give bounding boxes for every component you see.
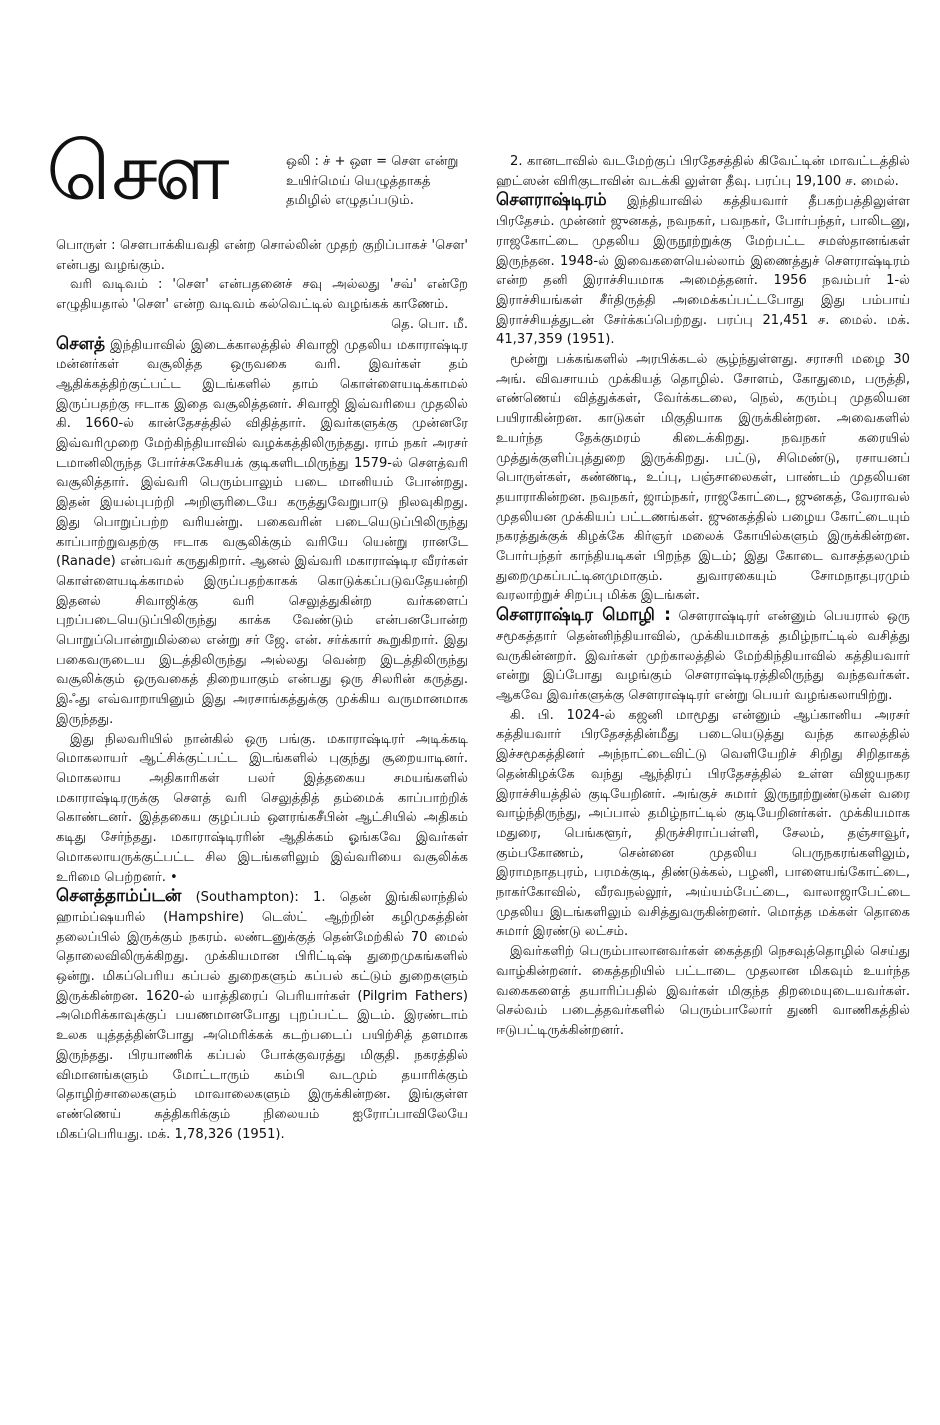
left-column	[56, 236, 468, 1144]
saurashtra-entry: செளராஷ்டிரம் இந்தியாவில் கத்தியவார் தீபகற்பத்திலுள்ள பிரதேசம். முன்னர் ஜுனகத், நவநகர், பவநகர், போர்பந்தர், பாலிடனு, ராஜகோட்டை முதலிய இருநூற்றுக்கு மேற்பட்ட சமஸ்தானங்கள் இருந்தன. 1948-ல் இவைகளையெல்லாம் இணைத்துச் செளராஷ்டிரம் என்ற தனி இராச்சியமாக அமைத்தனர். 1956 நவம்பர் 1-ல் இராச்சியங்கள் சீர்திருத்தி அமைக்கப்பட்டபோது இது பம்பாய் இராச்சியத்துடன் சேர்க்கப்பெற்றது. பரப்பு 21,451 ச. மைல். மக். 41,37,359 (1951).	[496, 190, 910, 348]
entry-heading-chauth: செளத்	[56, 333, 106, 354]
saurashtra-language-paragraph-3: இவர்களிற் பெரும்பாலானவர்கள் கைத்தறி நெசவுத்தொழில் செய்து வாழ்கின்றனர். கைத்தறியில் பட்டாடை முதலான மிகவும் உயர்ந்த வகைகளைத் தயாரிப்பதில் இவர்கள் மிகுந்த திறமையுடையவர்கள். செல்வம் படைத்தவர்களில் பெரும்பாலோர் துணி வாணிகத்தில் ஈடுபட்டிருக்கின்றனர்.	[496, 944, 910, 1038]
entry-heading-saurashtra: செளராஷ்டிரம்	[496, 190, 607, 211]
chauth-paragraph-2: இது நிலவரியில் நான்கில் ஒரு பங்கு. மகாராஷ்டிரர் அடிக்கடி மொகலாயர் ஆட்சிக்குட்பட்ட இடங்களில் புகுந்து சூறையாடினர். மொகலாய அதிகாரிகள் பலர் இத்தகைய சமயங்களில் மகாராஷ்டிரருக்கு செளத் வரி செலுத்தித் தம்மைக் காப்பாற்றிக் கொண்டனர். இத்தகைய குழப்பம் ஔரங்கசீபின் ஆட்சியில் அதிகம் கடிது சேர்ந்தது. மகாராஷ்டிரரின் ஆதிக்கம் ஓங்கவே இவர்கள் மொகலாயருக்குட்பட்ட சில இடங்களிலும் இவ்வரியை வசூலிக்க உரிமை பெற்றனர். •	[56, 731, 468, 885]
entry-heading-southampton: செளத்தாம்ப்டன்	[56, 886, 182, 907]
right-column	[496, 152, 910, 1041]
saurashtra-paragraph-2: மூன்று பக்கங்களில் அரபிக்கடல் சூழ்ந்துள்ளது. சராசரி மழை 30 அங். விவசாயம் முக்கியத் தொழில். சோளம், கோதுமை, பருத்தி, எண்ணெய் வித்துக்கள், வேர்க்கடலை, நெல், கரும்பு முதலியன பயிராகின்றன. காடுகள் மிகுதியாக இருக்கின்றன. அவைகளில் உயர்ந்த தேக்குமரம் கிடைக்கிறது. நவநகர் கரையில் முத்துக்குளிப்புத்துறை இருக்கிறது. பட்டு, சிமெண்டு, ரசாயனப் பொருள்கள், கண்ணடி, உப்பு, பஞ்சாலைகள், பாண்டம் முதலியன தயாராகின்றன. நவநகர், ஜாம்நகர், ராஜகோட்டை, ஜுனகத், வேராவல் முதலியன முக்கியப் பட்டணங்கள். ஜுனகத்தில் பழைய கோட்டையும் நகரத்துக்குக் கிழக்கே கிர்ஞர் மலைக் கோயில்களும் இருக்கின்றன. போர்பந்தர் காந்தியடிகள் பிறந்த இடம்; இது கோடை வாசத்தலமும் துறைமுகப்பட்டினமுமாகும். துவாரகையும் சோமநாதபுரமும் வரலாற்றுச் சிறப்பு மிக்க இடங்கள்.	[496, 352, 910, 604]
meaning-paragraph: பொருள் : சௌபாக்கியவதி என்ற சொல்லின் முதற் குறிப்பாகச் 'செள' என்பது வழங்கும்.	[56, 238, 468, 273]
chauth-entry: செளத் இந்தியாவில் இடைக்காலத்தில் சிவாஜி முதலிய மகாராஷ்டிர மன்னர்கள் வசூலித்த ஒருவகை வரி. இவர்கள் தம் ஆதிக்கத்திற்குட்பட்ட இடங்களில் தாம் கொள்ளையடிக்காமல் இருப்பதற்கு ஈடாக இதை வசூலித்தனர். சிவாஜி இவ்வரியை முதலில் கி. 1660-ல் கான்தேசத்தில் விதித்தார். இவர்களுக்கு முன்னரே இவ்வரிமுறை மேற்கிந்தியாவில் வழக்கத்திலிருந்தது. ராம் நகர் அரசர் டமானிலிருந்த போர்ச்சுகேசியக் குடிகளிடமிருந்து 1579-ல் செளத்வரி வசூலித்தார். இவ்வரி பெரும்பாலும் படை மானியம் போன்றது. இதன் இயல்புபற்றி அறிஞரிடையே கருத்துவேறுபாடு நிலவுகிறது. இது பொறுப்பற்ற வரியன்று. பகைவரின் படையெடுப்பிலிருந்து காப்பாற்றுவதற்கு ஈடாக வசூலிக்கும் வரியே யென்று ரானடே (Ranade) என்பவர் கருதுகிறார். ஆனல் இவ்வரி மகாராஷ்டிர வீரர்கள் கொள்ளையடிக்காமல் இருப்பதற்காகக் கொடுக்கப்படுவதேயன்றி இதனல் சிவாஜிக்கு வரி செலுத்துகின்ற வர்களைப் புறப்படையெடுப்பிலிருந்து காக்க வேண்டும் என்பனபோன்ற பொறுப்பொன்றுமில்லை என்று சர் ஜே. என். சர்க்கார் கூறுகிறார். இது பகைவருடைய இடத்திலிருந்து அல்லது வென்ற இடத்திலிருந்து வசூலிக்கும் ஒருவகைத் திறையாகும் என்பது ஒரு சிலரின் கருத்து. இஃது எவ்வாறாயினும் இது அரசாங்கத்துக்கு முக்கிய வருமானமாக இருந்தது.	[56, 333, 469, 727]
entry-heading-saurashtra-language: செளராஷ்டிர மொழி :	[496, 605, 671, 626]
southampton-entry: செளத்தாம்ப்டன் (Southampton): 1. தென் இங்கிலாந்தில் ஹாம்ப்ஷயரில் (Hampshire) டெஸ்ட் ஆற்றின் கழிமுகத்தின் தலைப்பில் இருக்கும் நகரம். லண்டனுக்குத் தென்மேற்கில் 70 மைல் தொலைவிலிருக்கிறது. முக்கியமான பிரிட்டிஷ் துறைமுகங்களில் ஒன்று. மிகப்பெரிய கப்பல் துறைகளும் கப்பல் கட்டும் துறைகளும் இருக்கின்றன. 1620-ல் யாத்திரைப் பெரியார்கள் (Pilgrim Fathers) அமெரிக்காவுக்குப் பயணமானபோது புறப்பட்ட இடம். இரண்டாம் உலக யுத்தத்தின்போது அமெரிக்கக் கடற்படைப் பயிற்சித் தளமாக இருந்தது. பிரயாணிக் கப்பல் போக்குவரத்து மிகுதி. நகரத்தில் விமானங்களும் மோட்டாரும் கம்பி வடமும் தயாரிக்கும் தொழிற்சாலைகளும் மாவாலைகளும் இருக்கின்றன. இங்குள்ள எண்ணெய் சுத்திகரிக்கும் நிலையம் ஐரோப்பாவிலேயே மிகப்பெரியது. மக். 1,78,326 (1951).	[56, 886, 468, 1142]
saurashtra-language-entry: செளராஷ்டிர மொழி : செளராஷ்டிரர் என்னும் பெயரால் ஒரு சமூகத்தார் தென்னிந்தியாவில், முக்கியமாகத் தமிழ்நாட்டில் வசித்து வருகின்னறர். இவர்கள் முற்காலத்தில் மேற்கிந்தியாவில் கத்தியவார் என்று இப்போது வழங்கும் செளராஷ்டிரத்திலிருந்து வந்தவர்கள். ஆகவே இவர்களுக்கு செளராஷ்டிரர் என்று பெயர் வழங்கலாயிற்று.	[496, 605, 910, 703]
pronunciation-note: ஒலி : ச் + ஔ = செள என்று உயிர்மெய் யெழுத்தாகத் தமிழில் எழுதப்படும்.	[286, 154, 459, 209]
author-signature: தெ. பொ. மீ.	[391, 316, 468, 332]
script-form-paragraph: வரி வடிவம் : 'சௌ' என்பதனைச் சவு அல்லது 'சவ்' என்றே எழுதியதால் 'செள' என்ற வடிவம் கல்வெட்டில் வழங்கக் காணேம். தெ. பொ. மீ.	[56, 275, 468, 314]
southampton-island-paragraph: 2. கானடாவில் வடமேற்குப் பிரதேசத்தில் கிவேட்டின் மாவட்டத்தில் ஹட்ஸன் விரிகுடாவின் வடக்கி லுள்ள தீவு. பரப்பு 19,100 ச. மைல்.	[496, 154, 910, 189]
headword-glyph: செள	[46, 125, 226, 218]
saurashtra-language-paragraph-2: கி. பி. 1024-ல் கஜனி மாமூது என்னும் ஆப்கானிய அரசர் கத்தியவார் பிரதேசத்தின்மீது படையெடுத்து வந்த காலத்தில் இச்சமூகத்தினர் அந்நாட்டைவிட்டு வெளியேறிச் சிறிது சிறிதாகத் தென்கிழக்கே வந்து ஆந்திரப் பிரதேசத்தில் உள்ள விஜயநகர இராச்சியத்தில் குடியேறினர். அங்குச் சுமார் இருநூற்றுண்டுகள் வரை வாழ்ந்திருந்து, அப்பால் தமிழ்நாட்டில் குடியேறினர்கள். முக்கியமாக மதுரை, பெங்களூர், திருச்சிராப்பள்ளி, சேலம், தஞ்சாவூர், கும்பகோணம், சென்னை முதலிய பெருநகரங்களிலும், இராமநாதபுரம், பரமக்குடி, திண்டுக்கல், பழனி, பாளையங்கோட்டை, நாகர்கோவில், வீரவநல்லூர், அய்யம்பேட்டை, வாலாஜாபேட்டை முதலிய இடங்களிலும் வசித்துவருகின்றனர். மொத்த மக்கள் தொகை சுமார் இரண்டு லட்சம்.	[496, 707, 910, 940]
